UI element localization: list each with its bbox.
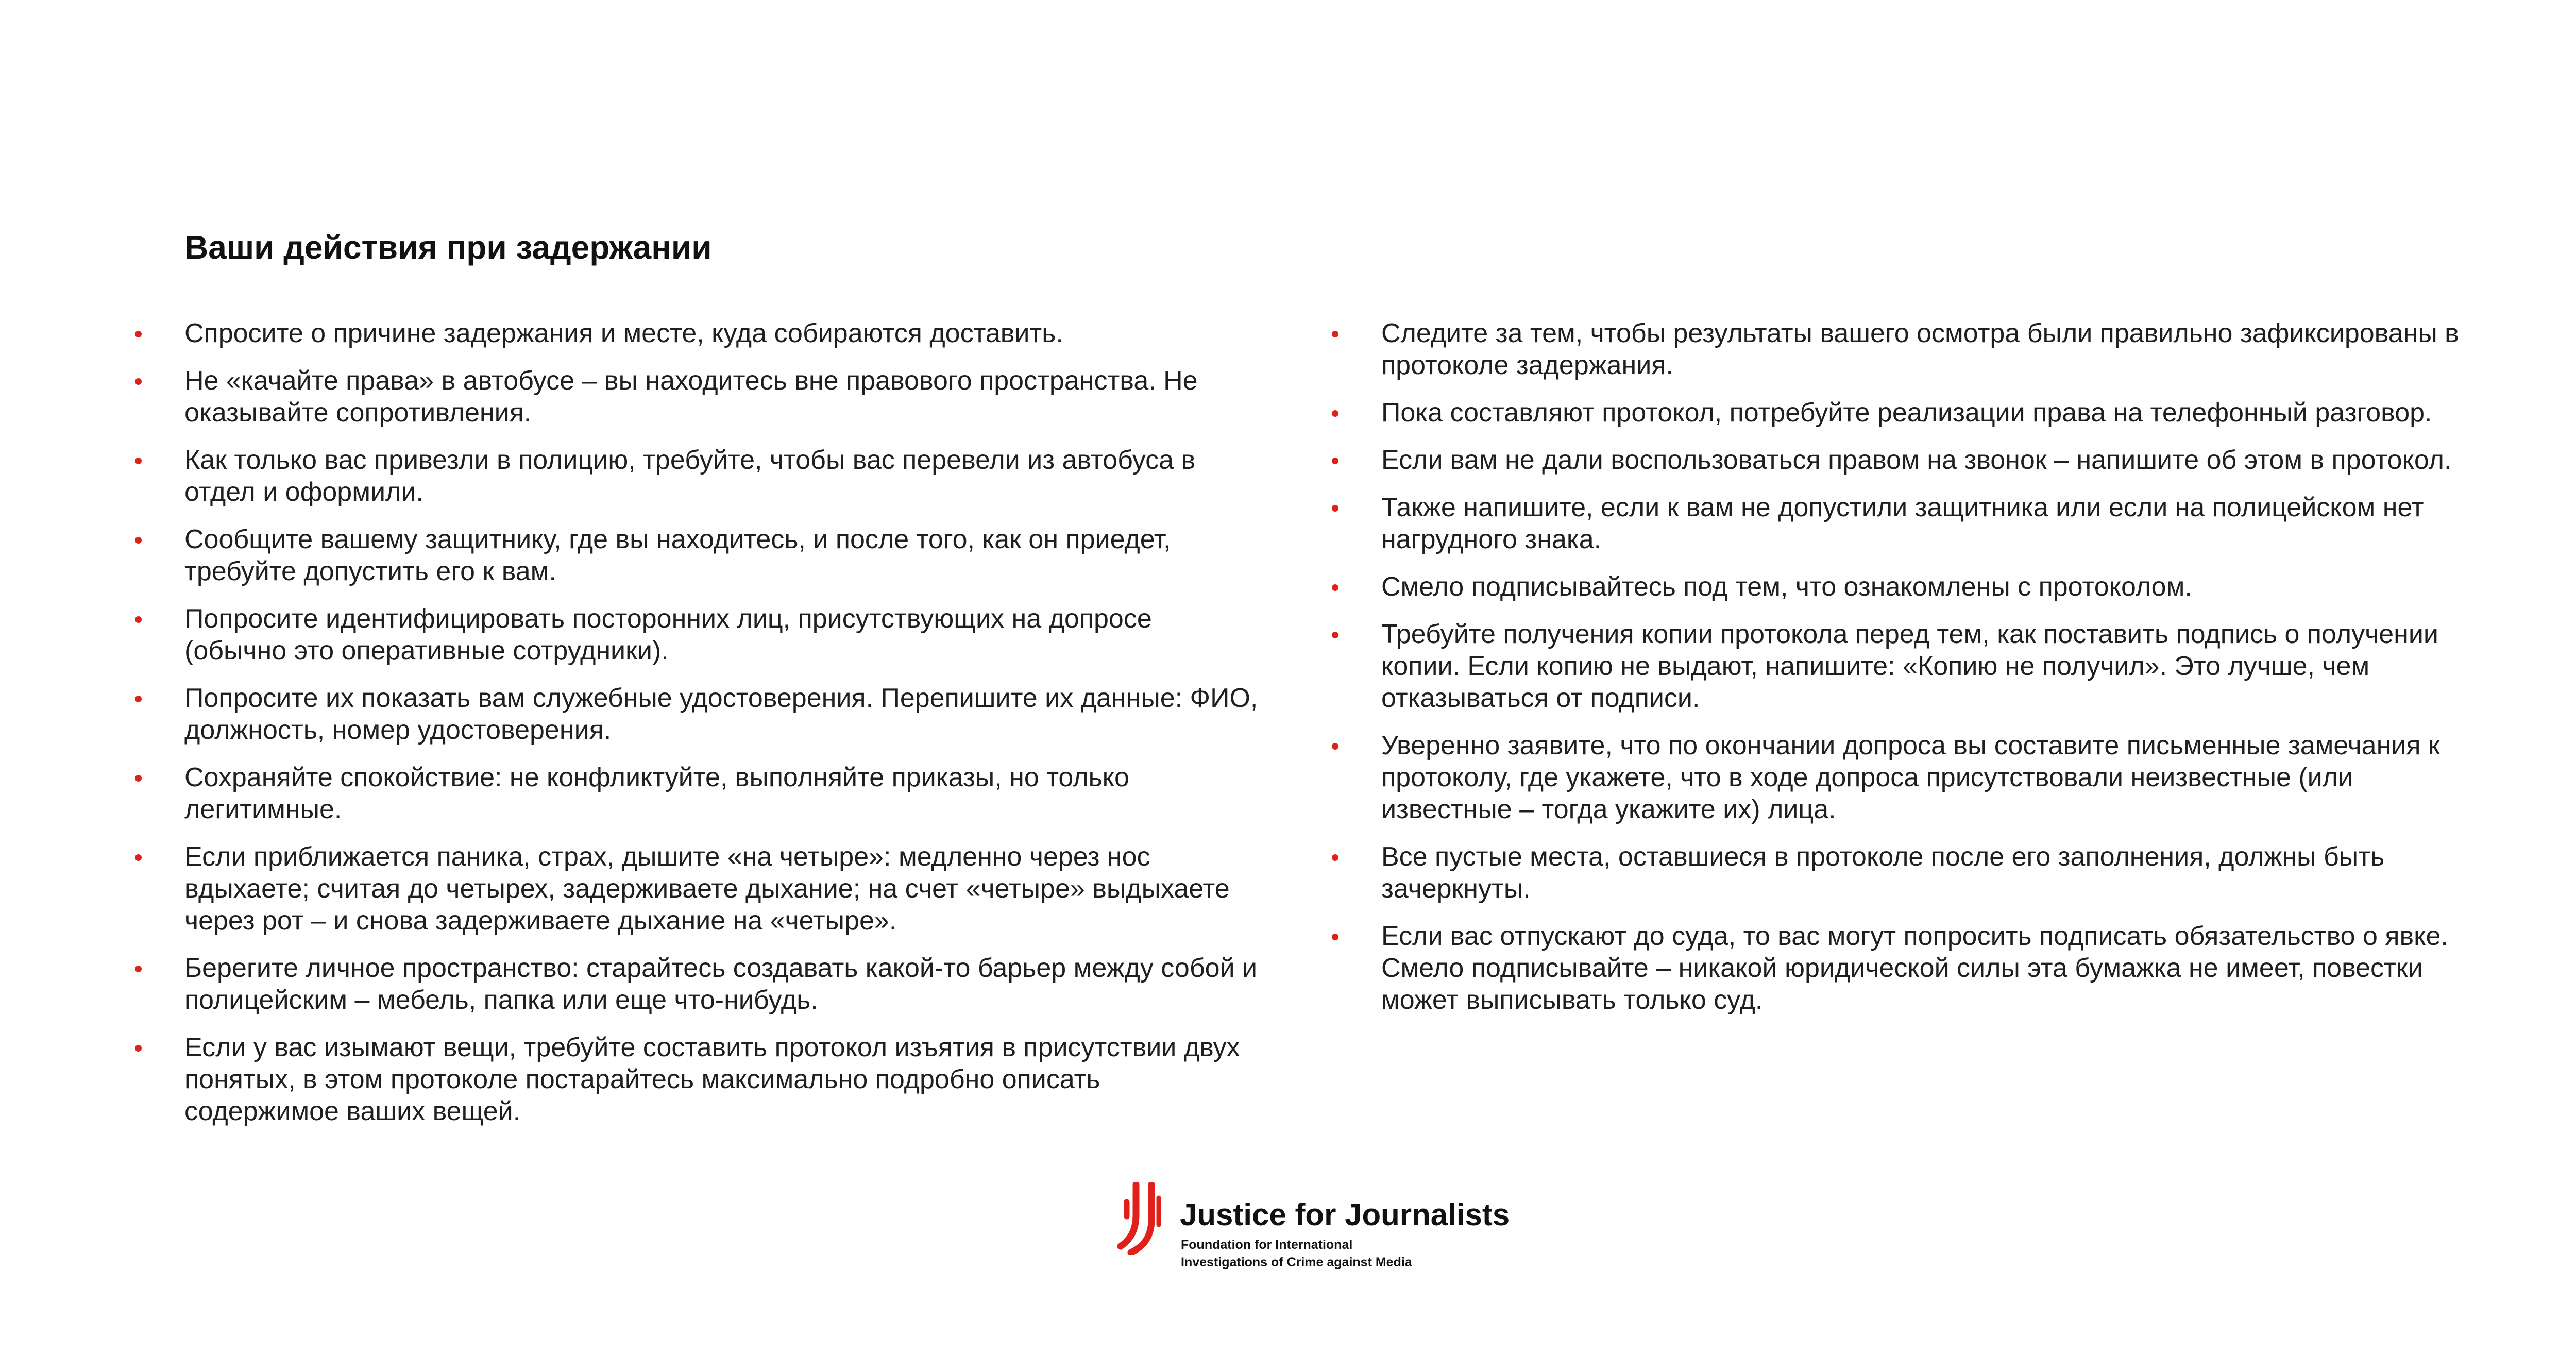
org-name: Justice for Journalists [1180,1197,1510,1232]
list-item-text: Если у вас изымают вещи, требуйте составить протокол изъятия в присутствии двух понятых, в этом протоколе постарайтесь максимально подробно описать содержимое ваших вещей. [184,1033,1240,1126]
list-item [135,682,1258,746]
list-item [1332,730,2476,825]
bullet-icon [1332,410,1338,417]
list-item [1332,618,2476,714]
list-item-text: Если приближается паника, страх, дышите «на четыре»: медленно через нос вдыхаете; считая до четырех, задерживаете дыхание; на счет «четыре» выдыхаете через рот – и снова задерживаете дыхание на «четыре». [184,842,1230,936]
bullet-icon [135,775,142,782]
list-item [1332,397,2476,429]
list-item-text: Смело подписывайтесь под тем, что ознакомлены с протоколом. [1381,572,2192,602]
list-item-text: Не «качайте права» в автобусе – вы находитесь вне правового пространства. Не оказывайте сопротивления. [184,366,1198,428]
list-item [1332,920,2476,1016]
right-column-list [1332,317,2476,1031]
left-column-list [135,317,1258,1143]
bullet-icon [135,966,142,972]
list-item-text: Спросите о причине задержания и месте, куда собираются доставить. [184,318,1063,348]
bullet-icon [1332,584,1338,591]
bullet-icon [135,854,142,861]
list-item [135,952,1258,1016]
list-item [135,523,1258,587]
bullet-icon [135,696,142,702]
page-title: Ваши действия при задержании [184,229,712,266]
bullet-icon [135,616,142,623]
bullet-icon [1332,743,1338,750]
list-item [135,317,1258,349]
org-tagline-line2: Investigations of Crime against Media [1181,1255,1412,1270]
list-item [135,762,1258,825]
bullet-icon [1332,331,1338,337]
list-item-text: Берегите личное пространство: старайтесь создавать какой-то барьер между собой и полицейским – мебель, папка или еще что-нибудь. [184,953,1258,1015]
list-item-text: Уверенно заявите, что по окончании допроса вы составите письменные замечания к протоколу, где укажете, что в ходе допроса присутствовали неизвестные (или известные – тогда укажите их) лица. [1381,731,2440,824]
bullet-icon [135,537,142,544]
list-item-text: Как только вас привезли в полицию, требуйте, чтобы вас перевели из автобуса в отдел и оформили. [184,445,1196,507]
list-item [135,603,1258,667]
list-item-text: Если вам не дали воспользоваться правом на звонок – напишите об этом в протокол. [1381,445,2452,475]
list-item [135,841,1258,937]
list-item [1332,444,2476,476]
bullet-icon [1332,854,1338,861]
org-tagline-line1: Foundation for International [1181,1238,1353,1252]
list-item [135,365,1258,429]
bullet-icon [135,458,142,464]
bullet-icon [1332,934,1338,940]
list-item-text: Требуйте получения копии протокола перед тем, как поставить подпись о получении копии. Если копию не выдают, напишите: «Копию не получил». Это лучше, чем отказываться от подписи. [1381,619,2438,713]
list-item-text: Все пустые места, оставшиеся в протоколе после его заполнения, должны быть зачеркнуты. [1381,842,2385,904]
bullet-icon [1332,505,1338,512]
list-item [1332,571,2476,603]
jfj-logo-mark-icon [1115,1182,1163,1255]
list-item-text: Следите за тем, чтобы результаты вашего осмотра были правильно зафиксированы в протоколе задержания. [1381,318,2459,380]
list-item-text: Попросите их показать вам служебные удостоверения. Перепишите их данные: ФИО, должность, номер удостоверения. [184,683,1258,745]
footer-logo [1115,1180,1528,1283]
list-item [1332,317,2476,381]
bullet-icon [135,331,142,337]
bullet-icon [135,378,142,385]
list-item-text: Сообщите вашему защитнику, где вы находитесь, и после того, как он приедет, требуйте допустить его к вам. [184,525,1171,586]
list-item [1332,841,2476,905]
bullet-icon [1332,632,1338,638]
list-item-text: Пока составляют протокол, потребуйте реализации права на телефонный разговор. [1381,398,2432,428]
list-item-text: Если вас отпускают до суда, то вас могут попросить подписать обязательство о явке. Смело подписывайте – никакой юридической силы эта бумажка не имеет, повестки может выписывать только суд. [1381,921,2448,1015]
bullet-icon [135,1045,142,1052]
list-item-text: Попросите идентифицировать посторонних лиц, присутствующих на допросе (обычно это оперативные сотрудники). [184,604,1152,666]
list-item-text: Также напишите, если к вам не допустили защитника или если на полицейском нет нагрудного знака. [1381,493,2424,554]
bullet-icon [1332,458,1338,464]
list-item [135,444,1258,508]
list-item [135,1031,1258,1127]
list-item [1332,492,2476,555]
list-item-text: Сохраняйте спокойствие: не конфликтуйте, выполняйте приказы, но только легитимные. [184,763,1129,824]
